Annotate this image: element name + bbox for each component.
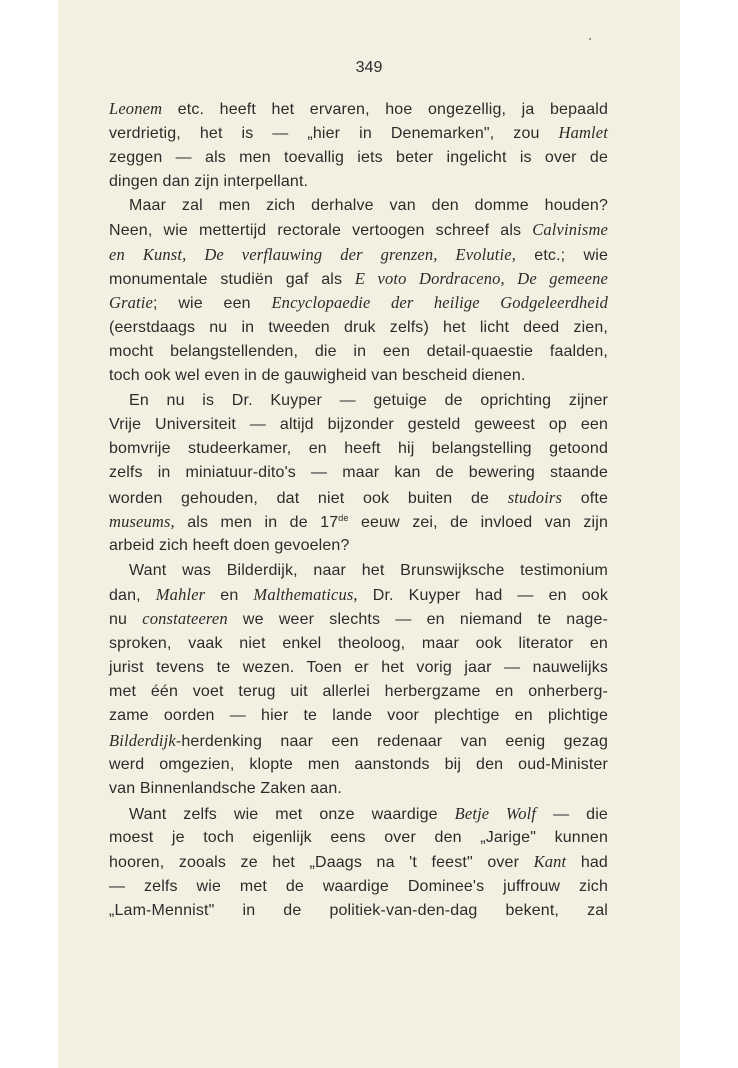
text-segment: zelfs in miniatuur-dito's — maar kan de bewering staande [109, 464, 608, 482]
book-page [58, 0, 680, 1068]
text-line [109, 753, 608, 777]
text-line [109, 559, 608, 583]
italic-text: constateeren [142, 609, 228, 629]
text-segment: worden gehouden, dat niet ook buiten de [109, 489, 508, 507]
text-line [109, 899, 608, 923]
text-line [109, 704, 608, 728]
text-segment: zeggen — als men toevallig iets beter ingelicht is over de [109, 148, 608, 166]
text-line [109, 218, 608, 242]
text-segment: — zelfs wie met de waardige Dominee's juffrouw zich [109, 877, 608, 895]
text-line [109, 267, 608, 291]
text-line [109, 802, 608, 826]
text-segment: En nu is Dr. Kuyper — getuige de oprichting zijner [129, 391, 608, 409]
text-segment: Neen, wie mettertijd rectorale vertoogen schreef als [109, 222, 533, 240]
text-line [109, 510, 608, 534]
italic-text: E voto Dordraceno, De gemeene [354, 269, 609, 289]
text-segment: toch ook wel even in de gauwigheid van bescheid dienen. [109, 367, 526, 385]
text-line [109, 680, 608, 704]
text-line [109, 875, 608, 899]
text-segment: jurist tevens te wezen. Toen er het vorig jaar — nauwelijks [109, 658, 608, 676]
text-line [109, 632, 608, 656]
text-segment: „Lam-Mennist" in de politiek-van-den-dag bekent, zal [109, 901, 608, 919]
text-segment: moest je toch eigenlijk eens over den „Jarige" kunnen [109, 828, 608, 846]
text-line [109, 121, 608, 145]
text-segment: ofte [562, 489, 608, 507]
text-segment: mocht belangstellenden, die in een detail-quaestie faalden, [109, 342, 608, 360]
text-line [109, 97, 608, 121]
italic-text: studoirs [507, 487, 563, 507]
text-line [109, 146, 608, 170]
text-segment: verdrietig, het is — „hier in Denemarken", zou [109, 125, 559, 143]
body-text [109, 97, 608, 923]
text-segment: eeuw zei, de invloed van zijn [348, 514, 609, 532]
text-segment: Vrije Universiteit — altijd bijzonder gesteld geweest op een [109, 415, 608, 433]
text-line [109, 340, 608, 364]
text-segment: (eerstdaags nu in tweeden druk zelfs) het licht deed zien, [109, 318, 608, 336]
page-speck [589, 38, 591, 40]
text-line [109, 534, 608, 558]
italic-text: Betje Wolf [454, 803, 537, 823]
italic-text: Bilderdijk [109, 730, 176, 750]
text-segment: dingen dan zijn interpellant. [109, 172, 309, 190]
text-line [109, 291, 608, 315]
text-line [109, 170, 608, 194]
text-segment: etc. heeft het ervaren, hoe ongezellig, ja bepaald [162, 101, 608, 118]
text-segment: Want zelfs wie met onze waardige [129, 805, 455, 823]
text-line [109, 850, 608, 874]
text-line [109, 364, 608, 388]
text-segment: etc.; wie [516, 246, 608, 264]
text-segment: werd omgezien, klopte men aanstonds bij den oud-Minister [109, 756, 608, 774]
text-line [109, 194, 608, 218]
italic-text: Gratie [109, 293, 153, 313]
italic-text: Leonem [109, 99, 163, 118]
text-segment: — die [536, 805, 608, 823]
text-segment: arbeid zich heeft doen gevoelen? [109, 537, 350, 555]
text-line [109, 413, 608, 437]
italic-text: Encyclopaedie der heilige Godgeleerdheid [271, 293, 609, 313]
italic-text: Mahler [155, 584, 206, 604]
text-segment: hooren, zooals ze het „Daags na 't feest" over [109, 854, 534, 872]
text-line [109, 461, 608, 485]
text-line [109, 243, 608, 267]
text-line [109, 583, 608, 607]
text-segment: Dr. Kuyper had — en ook [357, 586, 609, 604]
superscript-text: de [338, 513, 349, 524]
text-segment: met één voet terug uit allerlei herbergzame en onherberg- [109, 683, 608, 701]
text-segment: zame oorden — hier te lande voor plechtige en plichtige [109, 707, 608, 725]
text-line [109, 607, 608, 631]
text-segment: ; wie een [152, 295, 272, 313]
italic-text: Calvinisme [532, 220, 608, 240]
text-segment: bomvrije studeerkamer, en heeft hij belangstelling getoond [109, 440, 608, 458]
text-segment: als men in de 17 [174, 514, 339, 532]
text-line [109, 656, 608, 680]
text-segment: we weer slechts — en niemand te nage- [227, 611, 608, 629]
text-line [109, 389, 608, 413]
italic-text: Malthematicus, [253, 584, 358, 604]
text-segment: had [566, 854, 608, 872]
text-line [109, 437, 608, 461]
text-line [109, 826, 608, 850]
text-segment: van Binnenlandsche Zaken aan. [109, 780, 342, 798]
text-segment: -herdenking naar een redenaar van eenig gezag [175, 732, 608, 750]
text-line [109, 316, 608, 340]
text-segment: monumentale studiën gaf als [109, 271, 355, 289]
text-segment: dan, [109, 586, 156, 604]
italic-text: museums, [109, 512, 175, 532]
page-number: 349 [355, 59, 383, 76]
text-segment: nu [109, 611, 143, 629]
text-line [109, 729, 608, 753]
italic-text: Hamlet [558, 123, 608, 143]
text-segment: sproken, vaak niet enkel theoloog, maar ook literator en [109, 634, 608, 652]
text-segment: en [205, 586, 254, 604]
italic-text: en Kunst, De verflauwing der grenzen, Evolutie, [109, 244, 516, 264]
text-segment: Want was Bilderdijk, naar het Brunswijksche testimonium [129, 561, 608, 579]
text-line [109, 486, 608, 510]
text-segment: Maar zal men zich derhalve van den domme houden? [129, 197, 608, 215]
italic-text: Kant [533, 852, 567, 872]
text-line [109, 777, 608, 801]
